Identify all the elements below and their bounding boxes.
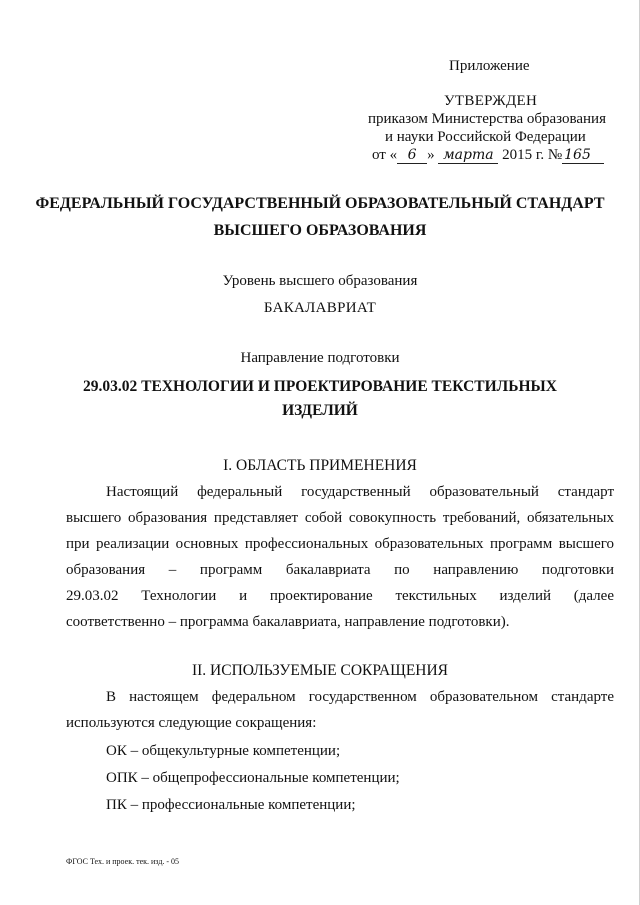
order-line-1: приказом Министерства образования xyxy=(368,111,606,127)
approved-label: УТВЕРЖДЕН xyxy=(444,93,538,109)
page-footer: ФГОС Тех. и проек. тек. изд. - 05 xyxy=(66,857,180,866)
section-1-line: при реализации основных профессиональных образовательных программ высшего xyxy=(66,536,614,552)
section-2-line: В настоящем федеральном государственном образовательном стандарте xyxy=(106,689,614,705)
direction-label: Направление подготовки xyxy=(240,350,400,366)
order-number-handwritten: 165 xyxy=(562,148,604,164)
order-date-line xyxy=(372,147,604,164)
order-line-2: и науки Российской Федерации xyxy=(385,129,586,145)
date-year: 2015 г. № xyxy=(502,147,563,163)
section-1-line: образования – программ бакалавриата по направлению подготовки xyxy=(66,562,614,578)
direction-title-line-1: 29.03.02 ТЕХНОЛОГИИ И ПРОЕКТИРОВАНИЕ ТЕКСТИЛЬНЫХ xyxy=(83,378,557,395)
education-level-label: Уровень высшего образования xyxy=(222,273,418,289)
section-2-heading: II. ИСПОЛЬЗУЕМЫЕ СОКРАЩЕНИЯ xyxy=(191,662,449,679)
appendix-label: Приложение xyxy=(449,58,530,74)
date-mid: » xyxy=(427,147,435,163)
abbreviation-item: ОК – общекультурные компетенции; xyxy=(106,743,341,759)
section-2-line: используются следующие сокращения: xyxy=(66,715,317,731)
section-1-line: высшего образования представляет собой совокупность требований, обязательных xyxy=(66,510,614,526)
document-title-line-2: ВЫСШЕГО ОБРАЗОВАНИЯ xyxy=(213,222,427,239)
section-1-line: 29.03.02 Технологии и проектирование текстильных изделий (далее xyxy=(66,588,614,604)
section-1-line: Настоящий федеральный государственный образовательный стандарт xyxy=(106,484,614,500)
education-level-value: БАКАЛАВРИАТ xyxy=(263,300,377,316)
document-title-line-1: ФЕДЕРАЛЬНЫЙ ГОСУДАРСТВЕННЫЙ ОБРАЗОВАТЕЛЬНЫЙ СТАНДАРТ xyxy=(35,195,605,212)
abbreviation-item: ОПК – общепрофессиональные компетенции; xyxy=(106,770,400,786)
section-1-heading: I. ОБЛАСТЬ ПРИМЕНЕНИЯ xyxy=(223,457,417,474)
date-day-handwritten: 6 xyxy=(397,148,427,164)
abbreviation-item: ПК – профессиональные компетенции; xyxy=(106,797,356,813)
direction-title-line-2: ИЗДЕЛИЙ xyxy=(282,402,358,419)
section-1-line: соответственно – программа бакалавриата, направление подготовки). xyxy=(66,614,510,630)
date-month-handwritten: марта xyxy=(438,148,498,164)
date-prefix: от « xyxy=(372,147,398,163)
